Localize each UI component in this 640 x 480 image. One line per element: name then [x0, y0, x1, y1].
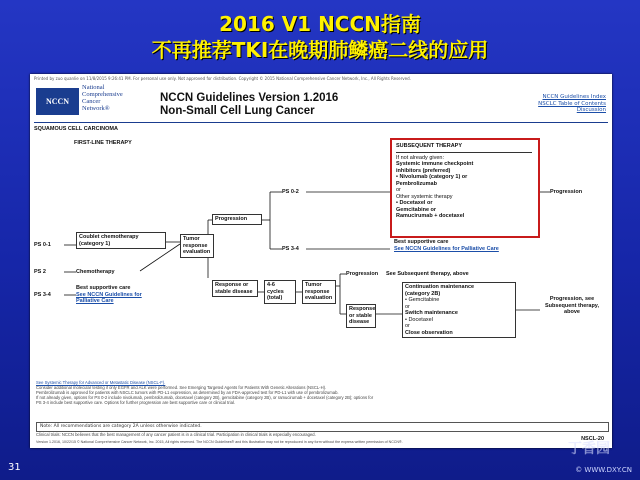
- ps34-label: PS 3-4: [34, 292, 51, 298]
- nccn-logo: NCCN: [36, 88, 79, 115]
- guideline-subtitle: Non-Small Cell Lung Cancer: [160, 105, 315, 117]
- chemo-label: Chemotherapy: [76, 269, 115, 275]
- first-line-heading: FIRST-LINE THERAPY: [74, 140, 132, 146]
- link-guidelines-index[interactable]: NCCN Guidelines Index: [542, 94, 606, 100]
- tumor-eval2-box: Tumor response evaluation: [302, 280, 336, 304]
- progression-box: Progression: [212, 214, 262, 225]
- guideline-version: NCCN Guidelines Version 1.2016: [160, 92, 339, 104]
- maintenance-line: or: [405, 323, 410, 329]
- maintenance-line: Continuation maintenance: [405, 284, 475, 290]
- ps34b-label: PS 3-4: [282, 246, 299, 252]
- footnote: If not already given, options for PS 0-2 include nivolumab, pembrolizumab, docetaxel (category 2B), gemcitabine (category 2B), or ramucirumab + docetaxel (category 2B); options for: [36, 395, 374, 400]
- maintenance-line: • Gemcitabine: [405, 297, 440, 303]
- ps01-label: PS 0-1: [34, 242, 51, 248]
- maintenance-box: [402, 282, 516, 338]
- ps02-label: PS 0-2: [282, 189, 299, 195]
- slide-title-line2: 不再推荐TKI在晚期肺鳞癌二线的应用: [151, 38, 489, 62]
- note-box: [36, 422, 609, 432]
- progression3-label: Progression: [346, 271, 379, 277]
- bsc2-block: [394, 239, 564, 252]
- link-table-of-contents[interactable]: NSCLC Table of Contents: [538, 100, 606, 107]
- subsequent-line: If not already given:: [396, 154, 445, 161]
- footnote: Pembrolizumab is approved for patients with NSCLC tumors with PD-L1 expression, as determined by an FDA-approved test for PD-L1 with use of pembrolizumab.: [36, 390, 339, 395]
- ps2-label: PS 2: [34, 269, 46, 275]
- footnote: PS 3-4 include best supportive care. Options for further progression are best supportive care or clinical trial.: [36, 400, 236, 405]
- slide-title-line1: 2016 V1 NCCN指南: [219, 12, 421, 36]
- guideline-document: [30, 74, 612, 448]
- note2: Clinical trials: NCCN believes that the best management of any cancer patient is in a clinical trial. Participation in clinical trials is especially encouraged.: [36, 432, 316, 437]
- org-name-line: National: [82, 84, 105, 91]
- subsequent-therapy-box: [396, 143, 532, 220]
- subsequent-line: • Docetaxel or: [396, 200, 433, 206]
- print-line: Printed by zuo quanlie on 11/8/2015 9:26:41 PM. For personal use only. Not approved for distribution. Copyright © 2015 National Comprehensive Cancer Network, Inc., All Rights Reserved.: [34, 76, 411, 81]
- slide-page-number: 31: [8, 462, 21, 473]
- section-heading: SQUAMOUS CELL CARCINOMA: [34, 126, 118, 132]
- see-subsequent-label: See Subsequent therapy, above: [386, 271, 469, 277]
- subsequent-line: Pembrolizumab: [396, 180, 437, 187]
- watermark-logo: 丁香园: [568, 441, 610, 457]
- bsc2-label: Best supportive care: [394, 239, 449, 245]
- progression2-label: Progression: [550, 189, 583, 195]
- maintenance-line: (category 2B): [405, 290, 441, 297]
- bsc-label: Best supportive care: [76, 285, 131, 291]
- subsequent-line: • Nivolumab (category 1) or: [396, 174, 468, 180]
- watermark-url: © WWW.DXY.CN: [575, 466, 632, 474]
- org-name-line: Comprehensive: [82, 91, 123, 98]
- maintenance-line: Close observation: [405, 329, 453, 336]
- coublet-box: Coublet chemotherapy (category 1): [76, 232, 166, 249]
- subsequent-line: Gemcitabine or: [396, 206, 437, 213]
- response2-box: Response or stable disease: [346, 304, 376, 328]
- version-line: Version 1.2016, 10/22/15 © National Comprehensive Cancer Network, Inc. 2015, All rights reserved. The NCCN Guidelines® and this illustration may not be reproduced in any form without the express written permission of NCCN®.: [36, 440, 403, 444]
- org-name-line: Network®: [82, 105, 110, 112]
- subsequent-line: Systemic immune checkpoint: [396, 161, 474, 167]
- bsc-link[interactable]: See NCCN Guidelines for Palliative Care: [76, 291, 142, 304]
- subsequent-line: or: [396, 187, 401, 193]
- final-progression: Progression, see Subsequent therapy, above: [545, 296, 599, 315]
- footnote: See Systemic Therapy for Advanced or Metastatic Disease (NSCL-F).: [36, 380, 166, 385]
- maintenance-line: Switch maintenance: [405, 310, 458, 316]
- subsequent-line: Other systemic therapy: [396, 193, 453, 200]
- response-box: Response or stable disease: [212, 280, 258, 297]
- subsequent-line: Ramucirumab + docetaxel: [396, 213, 465, 219]
- maintenance-line: • Docetaxel: [405, 316, 433, 323]
- footnote: Consider additional molecular testing if only EGFR and ALK were performed. See Emerging Targeted Agents for Patients With Genetic Alterations (NSCL-H).: [36, 385, 327, 390]
- page-code: NSCL-20: [581, 436, 604, 442]
- subsequent-line: inhibitors (preferred): [396, 167, 451, 174]
- bsc2-link[interactable]: See NCCN Guidelines for Palliative Care: [394, 245, 499, 252]
- subsequent-header: SUBSEQUENT THERAPY: [396, 143, 463, 149]
- note-text: Note: All recommendations are category 2A unless otherwise indicated.: [40, 424, 202, 429]
- tumor-eval-box: Tumor response evaluation: [180, 234, 214, 258]
- bsc-block: [76, 285, 156, 305]
- footnotes: [36, 380, 606, 405]
- maintenance-line: or: [405, 303, 410, 310]
- link-discussion[interactable]: Discussion: [576, 107, 606, 113]
- org-name-line: Cancer: [82, 98, 101, 105]
- cycles-box: 4-6 cycles (total): [264, 280, 296, 304]
